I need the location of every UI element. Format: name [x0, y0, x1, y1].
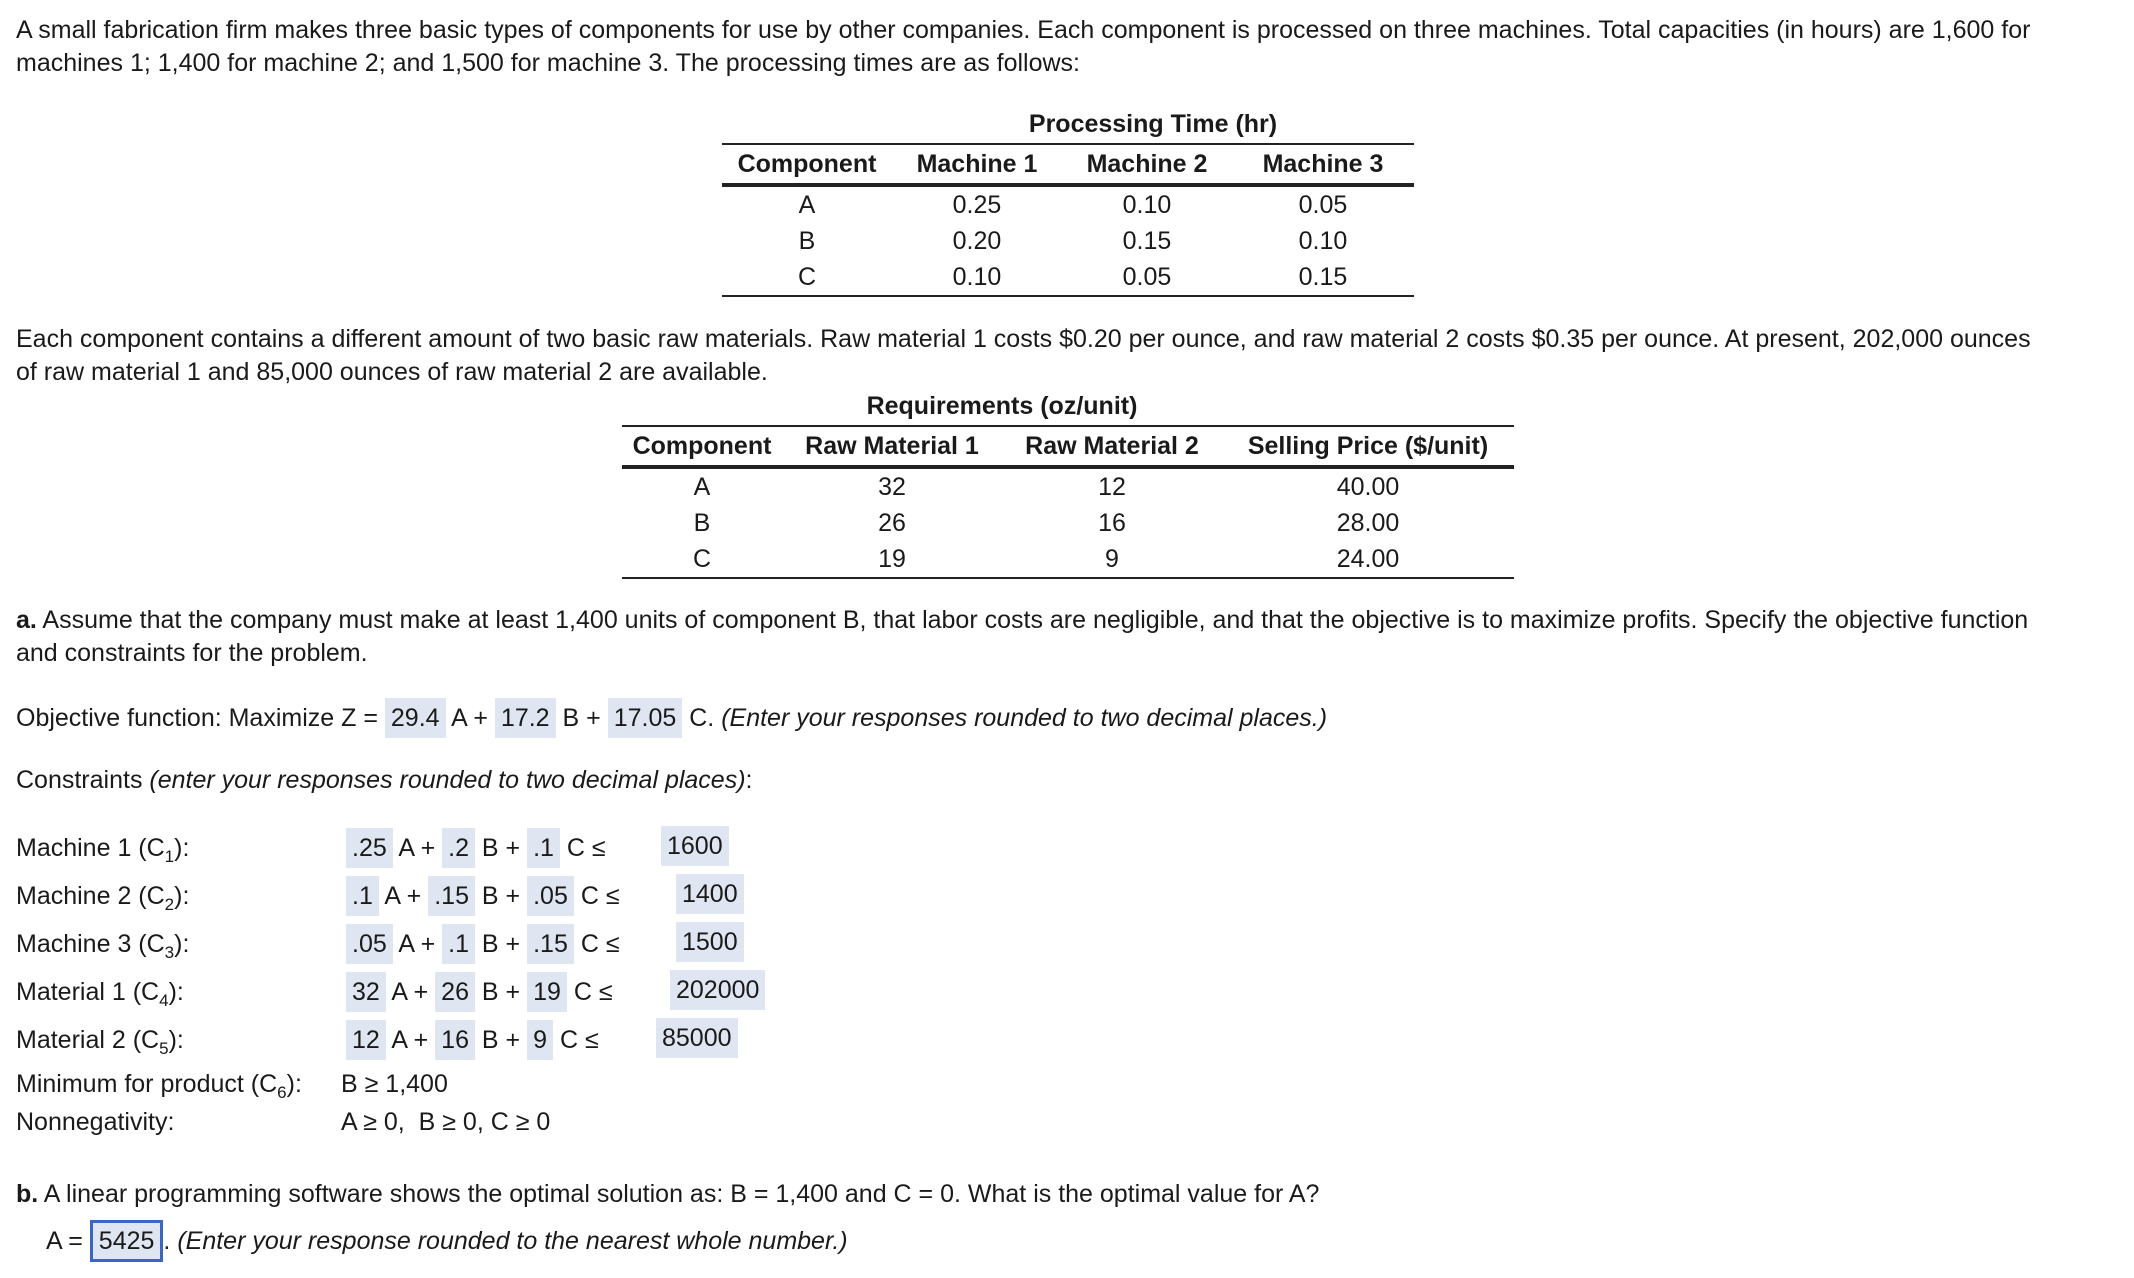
- processing-time-caption: Processing Time (hr): [892, 105, 1414, 144]
- table1-header-machine2: Machine 2: [1062, 144, 1232, 185]
- part-b-answer-line: A = 5425 . (Enter your response rounded to the nearest whole number.): [46, 1220, 848, 1262]
- c3-coef-c-input[interactable]: .15: [527, 924, 574, 964]
- nonneg-label: Nonnegativity:: [16, 1108, 175, 1136]
- c1-rhs-input[interactable]: 1600: [661, 826, 729, 866]
- c4-coef-b-input[interactable]: 26: [435, 972, 475, 1012]
- c1-coef-a-input[interactable]: .25: [346, 828, 393, 868]
- table1-header-machine3: Machine 3: [1232, 144, 1414, 185]
- c3-coef-a-input[interactable]: .05: [346, 924, 393, 964]
- objective-coef-c-input[interactable]: 17.05: [608, 698, 683, 738]
- requirements-caption: Requirements (oz/unit): [866, 391, 1138, 420]
- intro-line-2: machines 1; 1,400 for machine 2; and 1,500 for machine 3. The processing times are as follows:: [16, 49, 1081, 77]
- objective-coef-b-input[interactable]: 17.2: [495, 698, 556, 738]
- table-row: C 0.10 0.05 0.15: [722, 259, 1414, 296]
- table-row: A 0.25 0.10 0.05: [798, 190, 1348, 219]
- table-row: B 0.20 0.15 0.10: [798, 226, 1348, 255]
- objective-prefix: Objective function: Maximize Z =: [16, 704, 385, 732]
- c4-rhs-input[interactable]: 202000: [670, 970, 765, 1010]
- table-row: C 19 9 24.00: [622, 541, 1514, 578]
- c2-coef-b-input[interactable]: .15: [428, 876, 475, 916]
- c5-coef-c-input[interactable]: 9: [527, 1020, 553, 1060]
- processing-time-table: [722, 105, 1414, 297]
- materials-line-2: of raw material 1 and 85,000 ounces of raw material 2 are available.: [16, 358, 768, 386]
- c4-coef-a-input[interactable]: 32: [346, 972, 386, 1012]
- materials-paragraph: [16, 323, 2126, 389]
- table2-header-raw1: Raw Material 1: [782, 426, 1002, 467]
- c3-coef-b-input[interactable]: .1: [442, 924, 475, 964]
- intro-line-1: A small fabrication firm makes three basic types of components for use by other companies. Each component is processed on three machines. Total capacities (in hours) are 1,600 for: [16, 16, 2031, 44]
- constraints-heading: Constraints (enter your responses rounded to two decimal places):: [16, 766, 753, 794]
- table2-header-raw2: Raw Material 2: [1002, 426, 1222, 467]
- requirements-table: [622, 387, 1514, 579]
- part-b-label: b.: [16, 1180, 39, 1208]
- part-a-label: a.: [16, 606, 37, 634]
- c2-coef-c-input[interactable]: .05: [527, 876, 574, 916]
- c1-coef-b-input[interactable]: .2: [442, 828, 475, 868]
- intro-paragraph: [16, 14, 2126, 80]
- table2-header-component: Component: [622, 426, 782, 467]
- table1-header-machine1: Machine 1: [892, 144, 1062, 185]
- c5-coef-a-input[interactable]: 12: [346, 1020, 386, 1060]
- c5-coef-b-input[interactable]: 16: [435, 1020, 475, 1060]
- c4-coef-c-input[interactable]: 19: [527, 972, 567, 1012]
- table1-header-component: Component: [722, 144, 892, 185]
- optimal-a-input[interactable]: 5425: [90, 1220, 164, 1262]
- objective-note: (Enter your responses rounded to two decimal places.): [721, 704, 1328, 732]
- c1-coef-c-input[interactable]: .1: [527, 828, 560, 868]
- part-b-note: (Enter your response rounded to the nearest whole number.): [177, 1227, 848, 1255]
- table-row: B 26 16 28.00: [693, 508, 1400, 537]
- c2-rhs-input[interactable]: 1400: [676, 874, 744, 914]
- objective-coef-a-input[interactable]: 29.4: [385, 698, 446, 738]
- c3-rhs-input[interactable]: 1500: [676, 922, 744, 962]
- nonneg-value: A ≥ 0, B ≥ 0, C ≥ 0: [341, 1108, 551, 1136]
- minimum-value: B ≥ 1,400: [341, 1070, 448, 1098]
- objective-function: Objective function: Maximize Z = 29.4 A + 17.2 B + 17.05 C. (Enter your responses rounded to two decimal places.): [16, 698, 1327, 738]
- part-a-question: [16, 604, 2126, 670]
- table2-header-price: Selling Price ($/unit): [1222, 426, 1514, 467]
- materials-line-1: Each component contains a different amount of two basic raw materials. Raw material 1 costs $0.20 per ounce, and raw material 2 costs $0.35 per ounce. At present, 202,000 ounces: [16, 325, 2031, 353]
- part-a-line-2: and constraints for the problem.: [16, 639, 368, 667]
- c2-coef-a-input[interactable]: .1: [346, 876, 379, 916]
- part-b-question: b. A linear programming software shows the optimal solution as: B = 1,400 and C = 0. What is the optimal value for A?: [16, 1180, 1320, 1208]
- table-row: A 32 12 40.00: [693, 472, 1400, 501]
- part-a-line-1: Assume that the company must make at least 1,400 units of component B, that labor costs are negligible, and that the objective is to maximize profits. Specify the objective function: [36, 606, 2029, 634]
- c5-rhs-input[interactable]: 85000: [656, 1018, 738, 1058]
